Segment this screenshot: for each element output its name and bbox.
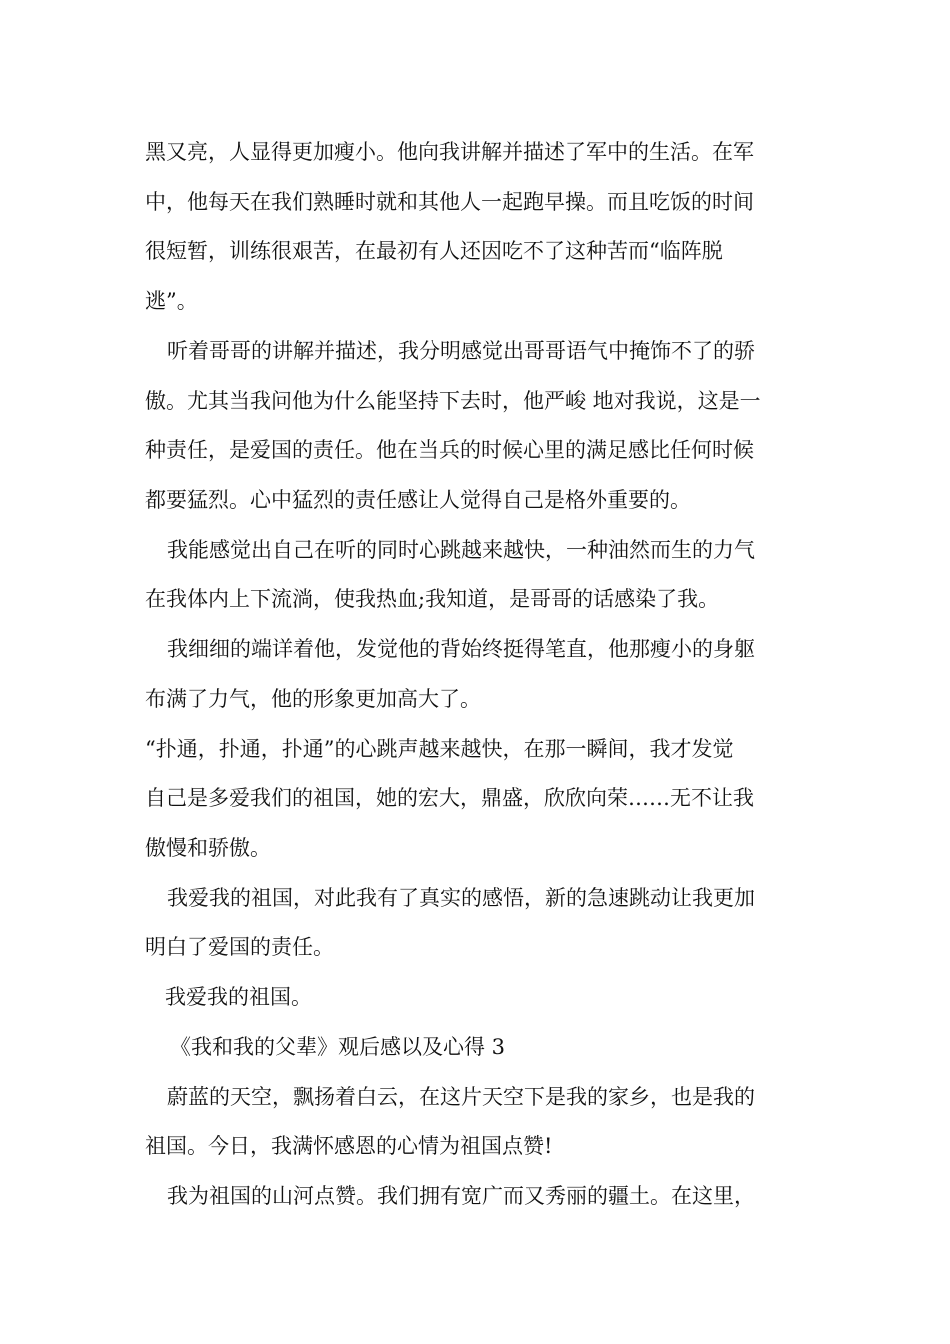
paragraph-first-line: 我细细的端详着他，发觉他的背始终挺得笔直，他那瘦小的身躯 [167,637,755,661]
text-line: 明白了爱国的责任。 [145,935,334,959]
paragraph-first-line: “扑通，扑通，扑通”的心跳声越来越快，在那一瞬间，我才发觉 [145,737,734,761]
paragraph-first-line: 蔚蓝的天空，飘扬着白云，在这片天空下是我的家乡，也是我的 [167,1085,755,1109]
text-line: 种责任，是爱国的责任。他在当兵的时候心里的满足感比任何时候 [145,438,754,462]
text-line: 黑又亮，人显得更加瘦小。他向我讲解并描述了军中的生活。在军 [145,140,754,164]
paragraph-first-line: 我爱我的祖国。 [165,985,312,1009]
text-line: 在我体内上下流淌，使我热血;我知道，是哥哥的话感染了我。 [145,587,720,611]
text-line: 傲。尤其当我问他为什么能坚持下去时，他严峻 地对我说，这是一 [145,389,761,413]
text-line: 傲慢和骄傲。 [145,836,271,860]
text-line: 自己是多爱我们的祖国，她的宏大，鼎盛，欣欣向荣……无不让我 [145,786,754,810]
text-line: 中，他每天在我们熟睡时就和其他人一起跑早操。而且吃饭的时间 [145,190,754,214]
paragraph-first-line: 我爱我的祖国，对此我有了真实的感悟，新的急速跳动让我更加 [167,886,755,910]
text-line: 逃”。 [145,289,198,313]
text-line: 都要猛烈。心中猛烈的责任感让人觉得自己是格外重要的。 [145,488,691,512]
text-line: 很短暂，训练很艰苦，在最初有人还因吃不了这种苦而“临阵脱 [145,239,723,263]
paragraph-first-line: 听着哥哥的讲解并描述，我分明感觉出哥哥语气中掩饰不了的骄 [167,339,755,363]
section-title: 《我和我的父辈》观后感以及心得 3 [170,1035,506,1059]
text-line: 祖国。今日，我满怀感恩的心情为祖国点赞! [145,1134,553,1158]
paragraph-first-line: 我为祖国的山河点赞。我们拥有宽广而又秀丽的疆土。在这里， [167,1184,755,1208]
paragraph-first-line: 我能感觉出自己在听的同时心跳越来越快，一种油然而生的力气 [167,538,755,562]
text-line: 布满了力气，他的形象更加高大了。 [145,687,481,711]
